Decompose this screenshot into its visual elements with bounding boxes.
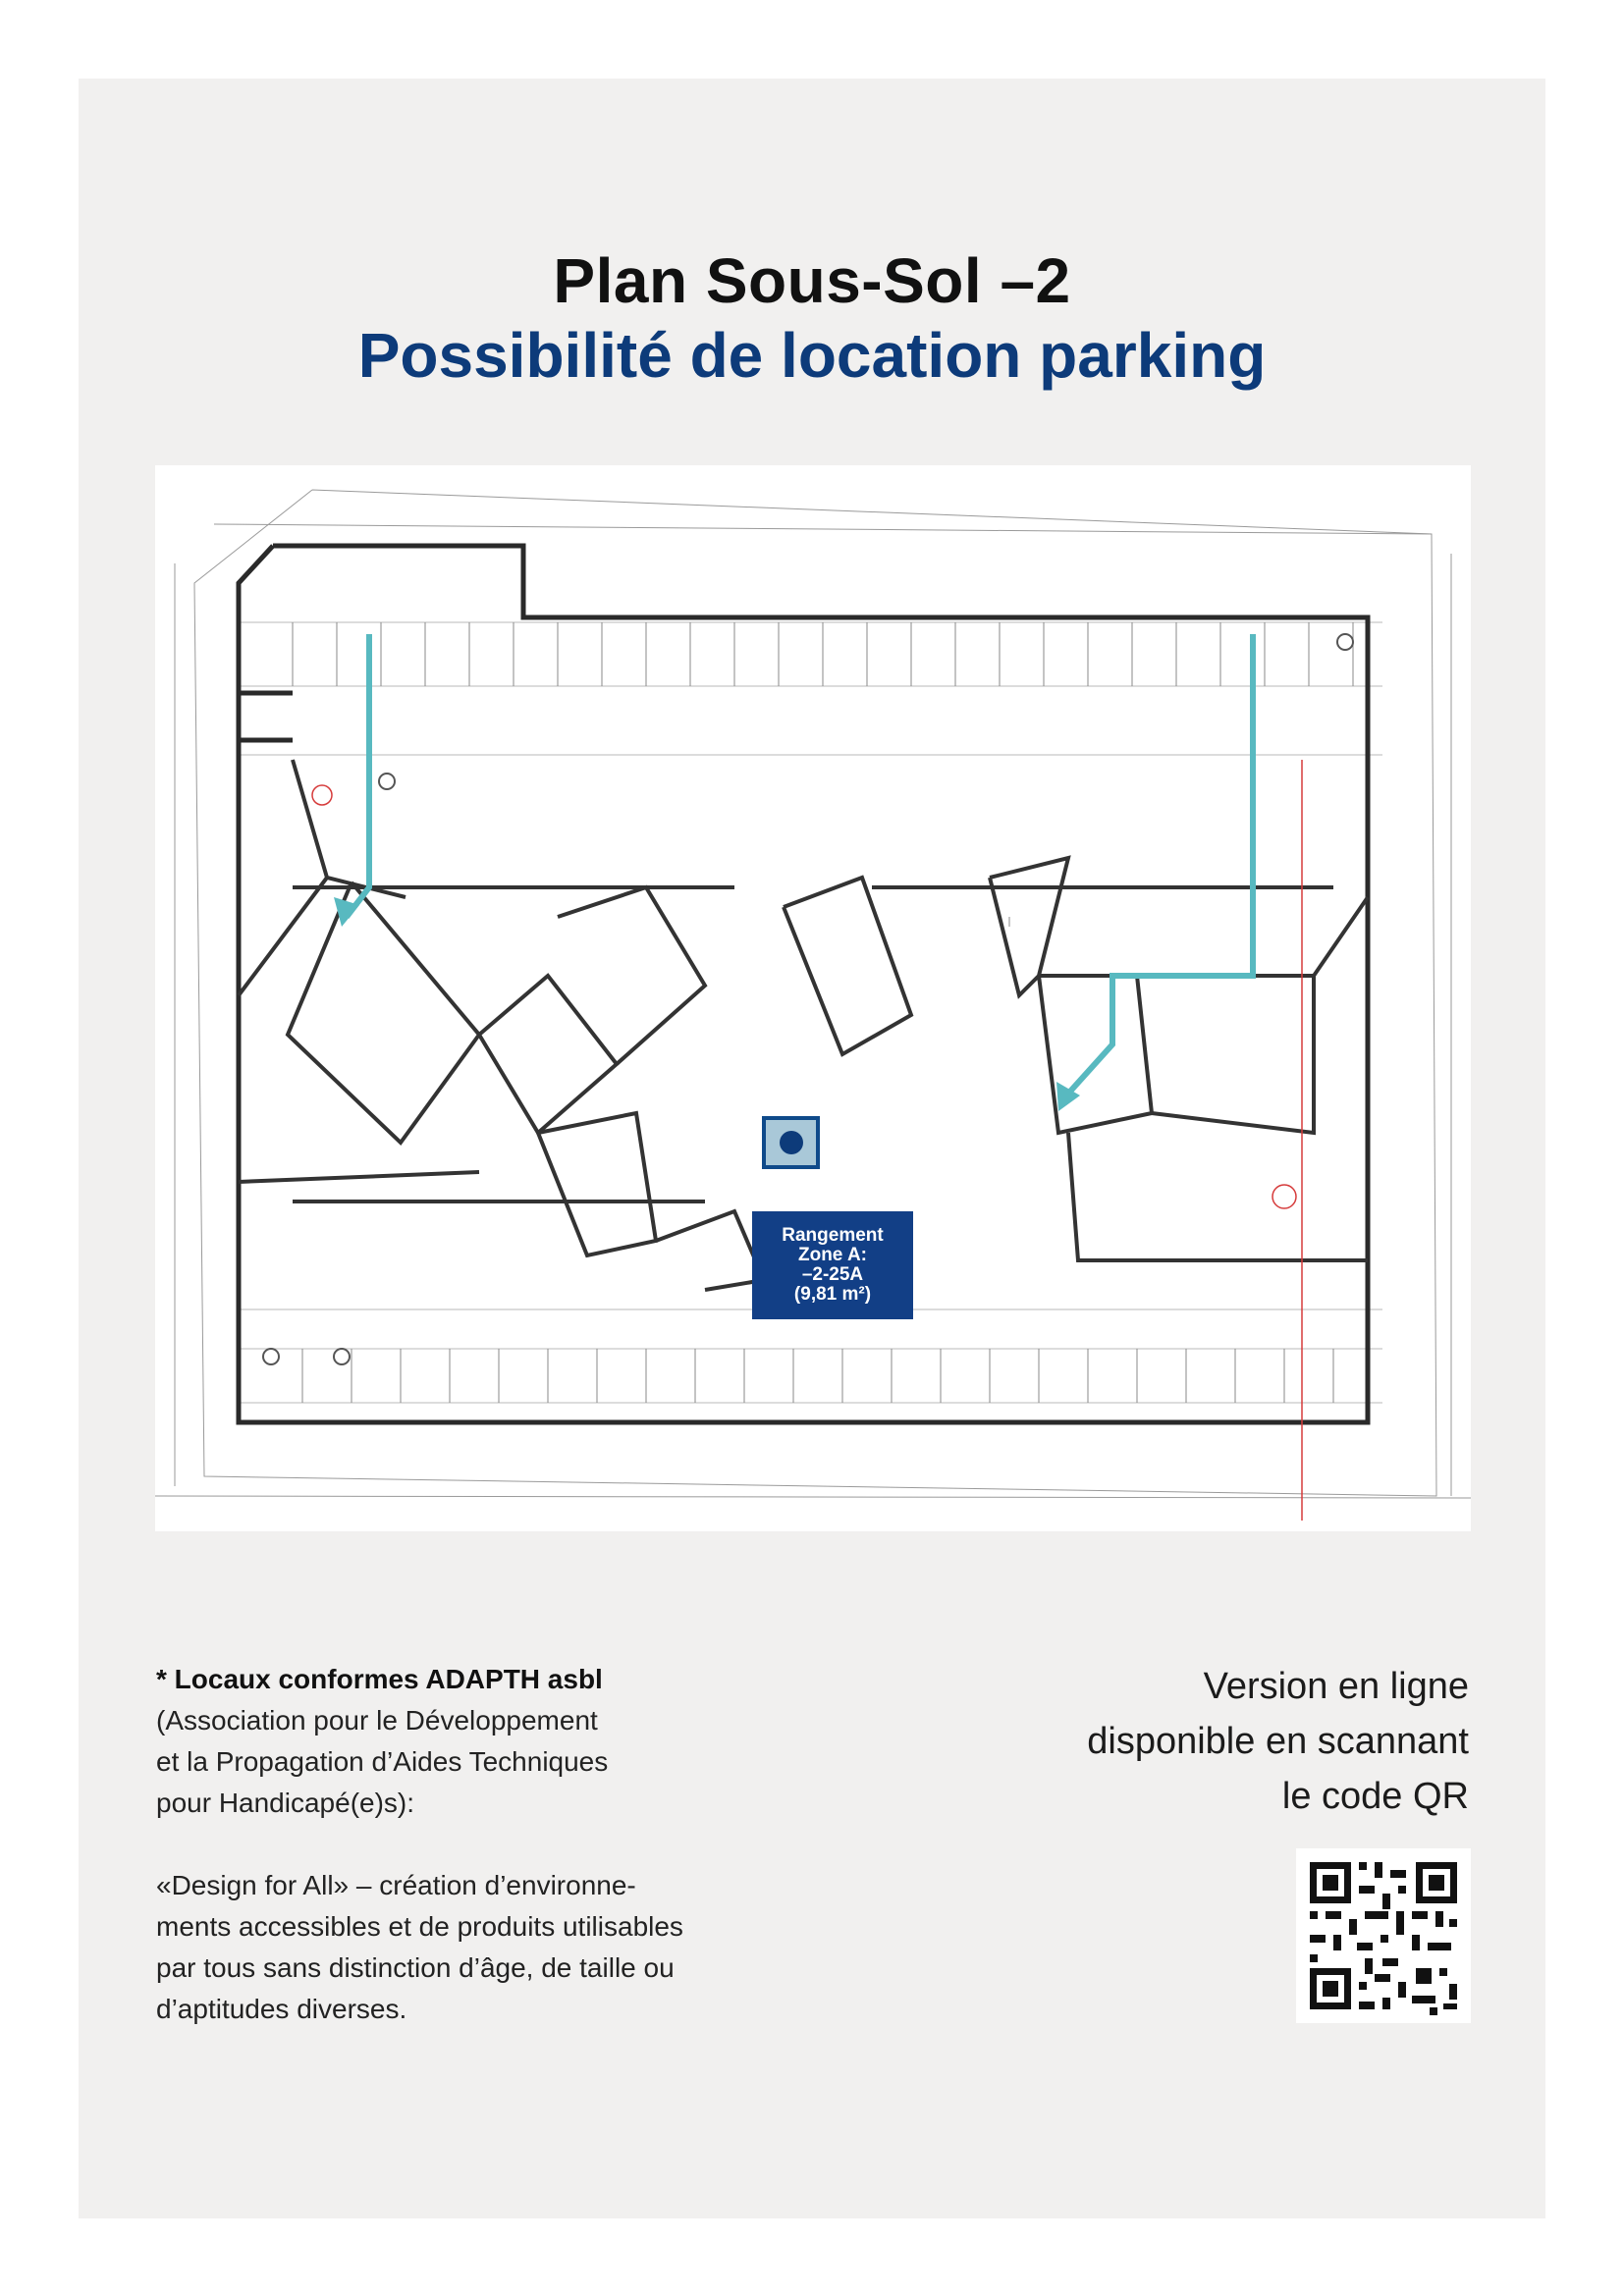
storage-label — [752, 1211, 913, 1319]
online-line-2: disponible en scannant — [1087, 1721, 1469, 1762]
online-line-3: le code QR — [1281, 1776, 1469, 1817]
qr-code-icon — [1296, 1848, 1471, 2023]
floor-plan — [155, 465, 1471, 1531]
notes-line-1: (Association pour le Développement — [156, 1705, 598, 1735]
notes-heading: * Locaux conformes ADAPTH asbl — [156, 1664, 603, 1694]
notes-line-3: pour Handicapé(e)s): — [156, 1788, 415, 1818]
notes-line-5: ments accessibles et de produits utilisables — [156, 1911, 683, 1942]
notes-line-4: «Design for All» – création d’environne- — [156, 1870, 636, 1900]
page-subtitle: Possibilité de location parking — [357, 320, 1267, 391]
title-block — [79, 243, 1545, 393]
storage-label-line-3: –2-25A — [801, 1264, 864, 1285]
poster-sheet — [79, 79, 1545, 2218]
notes-line-6: par tous sans distinction d’âge, de taille ou — [156, 1952, 675, 1983]
storage-label-line-4: (9,81 m²) — [793, 1284, 872, 1305]
online-version-text — [919, 1659, 1469, 1824]
storage-label-line-1: Rangement — [782, 1225, 884, 1246]
page-title: Plan Sous-Sol –2 — [553, 245, 1071, 316]
qr-code[interactable] — [1296, 1848, 1471, 2023]
storage-label-line-2: Zone A: — [797, 1245, 867, 1265]
notes-line-7: d’aptitudes diverses. — [156, 1994, 407, 2024]
floor-plan-drawing — [155, 465, 1471, 1531]
notes-line-2: et la Propagation d’Aides Techniques — [156, 1746, 609, 1777]
online-line-1: Version en ligne — [1203, 1666, 1469, 1707]
accessibility-notes — [156, 1659, 843, 2030]
